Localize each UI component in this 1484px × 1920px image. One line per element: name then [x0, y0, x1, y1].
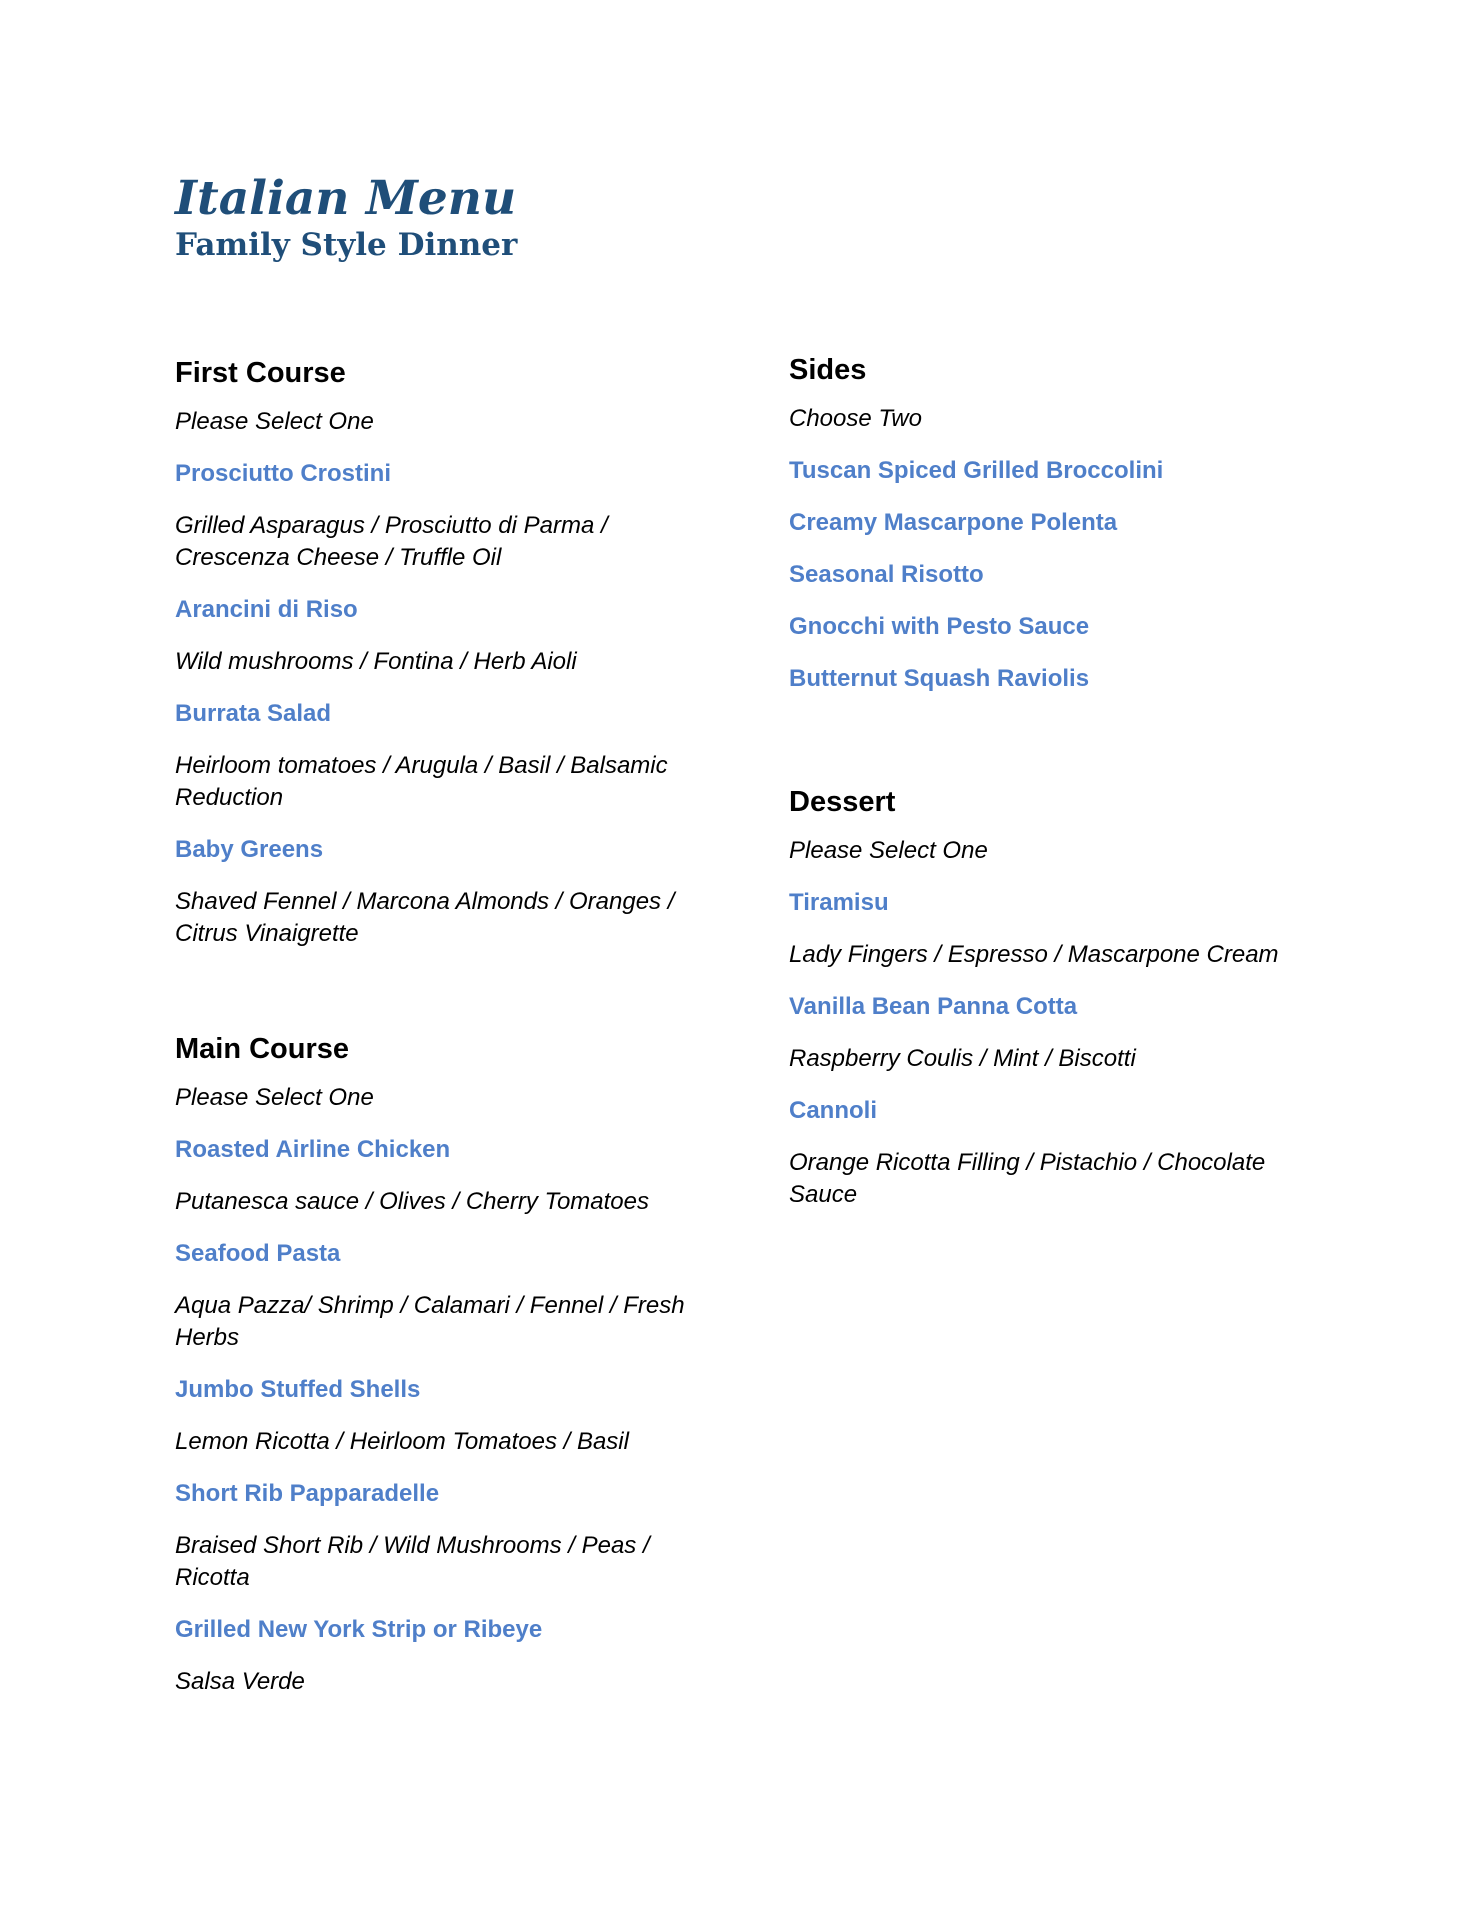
page-subtitle: Family Style Dinner	[175, 227, 518, 263]
menu-item-name: Cannoli	[789, 1097, 877, 1124]
right-column	[789, 350, 1349, 1231]
section-spacer	[175, 970, 735, 1029]
section-instruction: Please Select One	[789, 837, 988, 864]
menu-item-name: Grilled New York Strip or Ribeye	[175, 1616, 543, 1643]
menu-item-description: Salsa Verde	[175, 1668, 305, 1695]
menu-item-name: Tuscan Spiced Grilled Broccolini	[789, 457, 1164, 484]
section-title: Sides	[789, 354, 867, 386]
dessert-section	[789, 782, 1349, 1211]
sides-section	[789, 350, 1349, 695]
menu-item-name: Jumbo Stuffed Shells	[175, 1376, 421, 1403]
menu-item-name: Gnocchi with Pesto Sauce	[789, 613, 1090, 640]
menu-item-name: Seafood Pasta	[175, 1240, 341, 1267]
menu-item-name: Seasonal Risotto	[789, 561, 984, 588]
menu-item-description: Raspberry Coulis / Mint / Biscotti	[789, 1045, 1136, 1072]
menu-item-description: Putanesca sauce / Olives / Cherry Tomatoes	[175, 1188, 649, 1215]
menu-item-description: Braised Short Rib / Wild Mushrooms / Peas / Ricotta	[175, 1532, 650, 1591]
left-column	[175, 353, 735, 1718]
menu-item-description: Lemon Ricotta / Heirloom Tomatoes / Basil	[175, 1428, 629, 1455]
page-title: Italian Menu	[175, 171, 517, 226]
menu-item-name: Creamy Mascarpone Polenta	[789, 509, 1118, 536]
menu-item-description: Lady Fingers / Espresso / Mascarpone Cream	[789, 941, 1279, 968]
menu-item-description: Aqua Pazza/ Shrimp / Calamari / Fennel / Fresh Herbs	[175, 1292, 685, 1351]
menu-item-name: Baby Greens	[175, 836, 324, 863]
section-instruction: Please Select One	[175, 408, 374, 435]
section-instruction: Please Select One	[175, 1084, 374, 1111]
menu-item-name: Roasted Airline Chicken	[175, 1136, 451, 1163]
menu-item-description: Shaved Fennel / Marcona Almonds / Oranges / Citrus Vinaigrette	[175, 888, 675, 947]
section-title: First Course	[175, 357, 346, 389]
menu-header	[175, 172, 517, 264]
menu-item-name: Arancini di Riso	[175, 596, 358, 623]
menu-item-name: Tiramisu	[789, 889, 889, 916]
section-spacer	[789, 715, 1349, 782]
main-course-section	[175, 1029, 735, 1698]
menu-item-description: Grilled Asparagus / Prosciutto di Parma / Crescenza Cheese / Truffle Oil	[175, 512, 608, 571]
menu-item-name: Prosciutto Crostini	[175, 460, 392, 487]
menu-item-name: Short Rib Papparadelle	[175, 1480, 440, 1507]
menu-item-name: Burrata Salad	[175, 700, 332, 727]
menu-item-name: Butternut Squash Raviolis	[789, 665, 1090, 692]
section-title: Dessert	[789, 786, 896, 818]
menu-item-description: Orange Ricotta Filling / Pistachio / Chocolate Sauce	[789, 1149, 1266, 1208]
menu-item-description: Heirloom tomatoes / Arugula / Basil / Balsamic Reduction	[175, 752, 668, 811]
section-title: Main Course	[175, 1033, 350, 1065]
section-instruction: Choose Two	[789, 405, 922, 432]
menu-item-name: Vanilla Bean Panna Cotta	[789, 993, 1078, 1020]
first-course-section	[175, 353, 735, 950]
menu-item-description: Wild mushrooms / Fontina / Herb Aioli	[175, 648, 577, 675]
